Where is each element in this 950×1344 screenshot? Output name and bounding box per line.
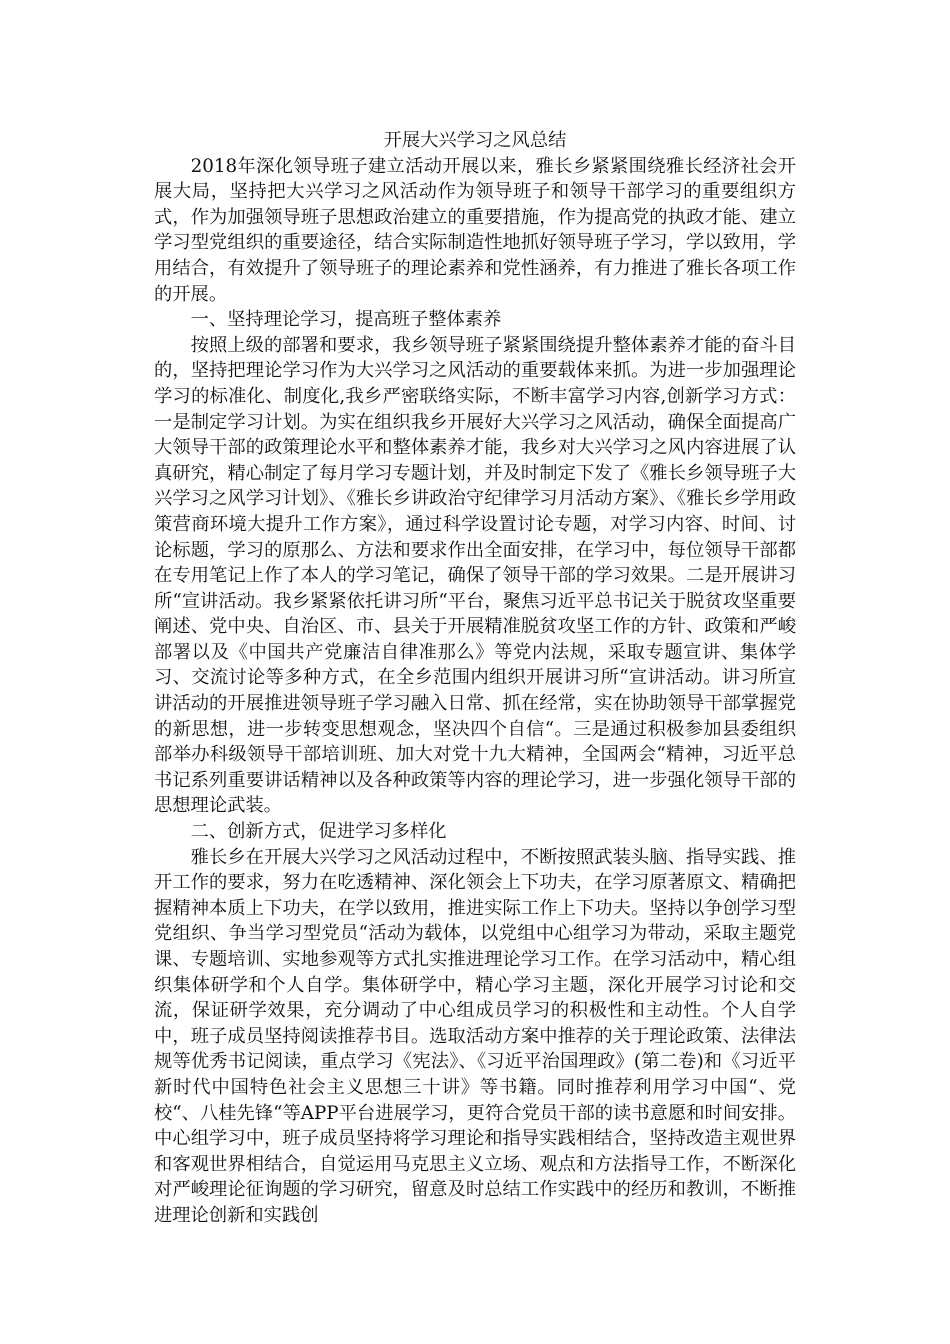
section-2-body: 雅长乡在开展大兴学习之风活动过程中，不断按照武装头脑、指导实践、推开工作的要求，努力在吃透精神、深化领会上下功夫，在学习原著原文、精确把握精神本质上下功夫，在学以致用，推进实际工作上下功夫。坚持以争创学习型党组织、争当学习型党员“活动为载体，以党组中心组学习为带动，采取主题党课、专题培训、实地参观等方式扎实推进理论学习工作。在学习活动中，精心组织集体研学和个人自学。集体研学中，精心学习主题，深化开展学习讨论和交流，保证研学效果，充分调动了中心组成员学习的积极性和主动性。个人自学中，班子成员坚持阅读推荐书目。选取活动方案中推荐的关于理论政策、法律法规等优秀书记阅读，重点学习《宪法》、《习近平治国理政》(第二卷)和《习近平新时代中国特色社会主义思想三十讲》等书籍。同时推荐利用学习中国“、党校“、八桂先锋“等APP平台进展学习，更符合党员干部的读书意愿和时间安排。中心组学习中，班子成员坚持将学习理论和指导实践相结合，坚持改造主观世界和客观世界相结合，自觉运用马克思主义立场、观点和方法指导工作，不断深化对严峻理论征询题的学习研究，留意及时总结工作实践中的经历和教训，不断推进理论创新和实践创 <box>154 846 796 1226</box>
document-page <box>154 128 796 1229</box>
section-1-body: 按照上级的部署和要求，我乡领导班子紧紧围绕提升整体素养才能的奋斗目的，坚持把理论学习作为大兴学习之风活动的重要载体来抓。为进一步加强理论学习的标准化、制度化,我乡严密联络实际，不断丰富学习内容,创新学习方式：一是制定学习计划。为实在组织我乡开展好大兴学习之风活动，确保全面提高广大领导干部的政策理论水平和整体素养才能，我乡对大兴学习之风内容进展了认真研究，精心制定了每月学习专题计划，并及时制定下发了《雅长乡领导班子大兴学习之风学习计划》、《雅长乡讲政治守纪律学习月活动方案》、《雅长乡学用政策营商环境大提升工作方案》，通过科学设置讨论专题，对学习内容、时间、讨论标题，学习的原那么、方法和要求作出全面安排，在学习中，每位领导干部都在专用笔记上作了本人的学习笔记，确保了领导干部的学习效果。二是开展讲习所“宣讲活动。我乡紧紧依托讲习所“平台，聚焦习近平总书记关于脱贫攻坚重要阐述、党中央、自治区、市、县关于开展精准脱贫攻坚工作的方针、政策和严峻部署以及《中国共产党廉洁自律准那么》等党内法规，采取专题宣讲、集体学习、交流讨论等多种方式，在全乡范围内组织开展讲习所“宣讲活动。讲习所宣讲活动的开展推进领导班子学习融入日常、抓在经常，实在协助领导干部掌握党的新思想，进一步转变思想观念，坚决四个自信“。三是通过积极参加县委组织部举办科级领导干部培训班、加大对党十九大精神，全国两会“精神，习近平总书记系列重要讲话精神以及各种政策等内容的理论学习，进一步强化领导干部的思想理论武装。 <box>154 334 796 817</box>
intro-paragraph: 2018年深化领导班子建立活动开展以来，雅长乡紧紧围绕雅长经济社会开展大局，坚持把大兴学习之风活动作为领导班子和领导干部学习的重要组织方式，作为加强领导班子思想政治建立的重要措施，作为提高党的执政才能、建立学习型党组织的重要途径，结合实际制造性地抓好领导班子学习，学以致用，学用结合，有效提升了领导班子的理论素养和党性涵养，有力推进了雅长各项工作的开展。 <box>154 155 796 305</box>
section-2-heading: 二、创新方式，促进学习多样化 <box>190 821 447 843</box>
section-1-heading: 一、坚持理论学习，提高班子整体素养 <box>190 309 502 331</box>
document-title: 开展大兴学习之风总结 <box>383 130 567 151</box>
